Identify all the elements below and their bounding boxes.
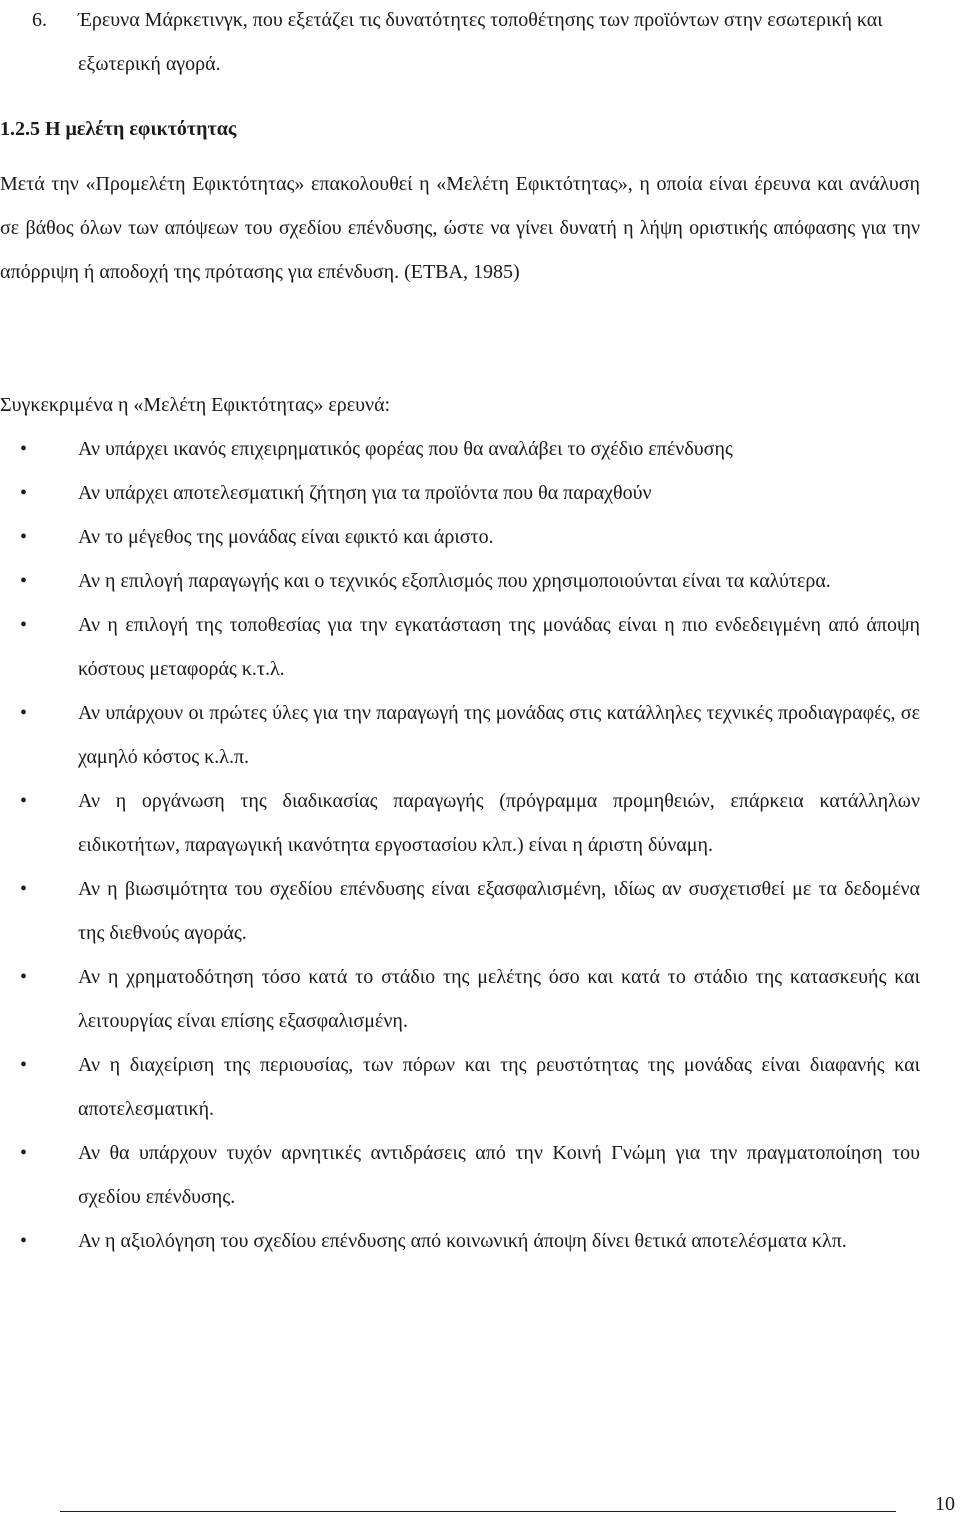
list-item-text: Αν η χρηματοδότηση τόσο κατά το στάδιο της μελέτης όσο και κατά το στάδιο της κατασκευής και λειτουργίας είναι επίσης εξασφαλισμένη. (78, 966, 920, 1032)
bullet-icon: • (20, 702, 28, 724)
list-item-text: Αν η αξιολόγηση του σχεδίου επένδυσης από κοινωνική άποψη δίνει θετικά αποτελέσματα κλπ. (78, 1230, 847, 1252)
bullet-icon: • (20, 878, 28, 900)
bullet-list (0, 427, 920, 1263)
list-item-text: Αν το μέγεθος της μονάδας είναι εφικτό και άριστο. (78, 526, 494, 548)
list-item-text: Αν η επιλογή παραγωγής και ο τεχνικός εξοπλισμός που χρησιμοποιούνται είναι τα καλύτερα. (78, 570, 831, 592)
list-item (0, 603, 920, 691)
list-item (0, 559, 920, 603)
bullet-icon: • (20, 966, 28, 988)
list-item (0, 955, 920, 1043)
list-item (0, 779, 920, 867)
list-item (0, 471, 920, 515)
list-intro: Συγκεκριμένα η «Μελέτη Εφικτότητας» ερευνά: (0, 394, 391, 416)
list-item-number: 6. (32, 9, 47, 31)
bullet-icon: • (20, 1230, 28, 1252)
bullet-icon: • (20, 1142, 28, 1164)
list-item-text: Αν η διαχείριση της περιουσίας, των πόρων και της ρευστότητας της μονάδας είναι διαφανής και αποτελεσματική. (78, 1054, 920, 1120)
list-item-text: Αν υπάρχει ικανός επιχειρηματικός φορέας που θα αναλάβει το σχέδιο επένδυσης (78, 438, 733, 460)
list-item (0, 515, 920, 559)
list-item-text: Αν η οργάνωση της διαδικασίας παραγωγής (πρόγραμμα προμηθειών, επάρκεια κατάλληλων ειδικοτήτων, παραγωγική ικανότητα εργοστασίου κλπ.) είναι η άριστη δύναμη. (78, 790, 920, 856)
bullet-icon: • (20, 614, 28, 636)
list-item-text: Αν υπάρχει αποτελεσματική ζήτηση για τα προϊόντα που θα παραχθούν (78, 482, 652, 504)
section-heading (0, 107, 920, 151)
bullet-icon: • (20, 438, 28, 460)
bullet-icon: • (20, 526, 28, 548)
list-item-text: Αν υπάρχουν οι πρώτες ύλες για την παραγωγή της μονάδας στις κατάλληλες τεχνικές προδιαγραφές, σε χαμηλό κόστος κ.λ.π. (78, 702, 920, 768)
bullet-icon: • (20, 1054, 28, 1076)
list-item-text: Αν η βιωσιμότητα του σχεδίου επένδυσης είναι εξασφαλισμένη, ιδίως αν συσχετισθεί με τα δεδομένα της διεθνούς αγοράς. (78, 878, 920, 944)
intro-paragraph (0, 162, 920, 294)
list-item (0, 1219, 920, 1263)
bullet-icon: • (20, 482, 28, 504)
list-item-text: Έρευνα Μάρκετινγκ, που εξετάζει τις δυνατότητες τοποθέτησης των προϊόντων στην εσωτερική και εξωτερική αγορά. (78, 9, 883, 75)
citation: (ΕΤΒΑ, 1985) (404, 261, 520, 283)
footer-rule (60, 1511, 896, 1512)
list-item (0, 1131, 920, 1219)
list-item (0, 427, 920, 471)
bullet-icon: • (20, 790, 28, 812)
list-item (0, 867, 920, 955)
bullet-icon: • (20, 570, 28, 592)
section-title: Η μελέτη εφικτότητας (45, 118, 237, 140)
list-item (0, 691, 920, 779)
page-number: 10 (935, 1493, 955, 1515)
intro-text: Μετά την «Προμελέτη Εφικτότητας» επακολουθεί η «Μελέτη Εφικτότητας», η οποία είναι έρευνα και ανάλυση σε βάθος όλων των απόψεων του σχεδίου επένδυσης, ώστε να γίνει δυνατή η λήψη οριστικής απόφασης για την απόρριψη ή αποδοχή της πρότασης για επένδυση. (0, 173, 920, 283)
list-item-text: Αν η επιλογή της τοποθεσίας για την εγκατάσταση της μονάδας είναι η πιο ενδεδειγμένη από άποψη κόστους μεταφοράς κ.τ.λ. (78, 614, 920, 680)
list-item-text: Αν θα υπάρχουν τυχόν αρνητικές αντιδράσεις από την Κοινή Γνώμη για την πραγματοποίηση του σχεδίου επένδυσης. (78, 1142, 920, 1208)
list-item (0, 1043, 920, 1131)
section-number: 1.2.5 (0, 118, 40, 140)
